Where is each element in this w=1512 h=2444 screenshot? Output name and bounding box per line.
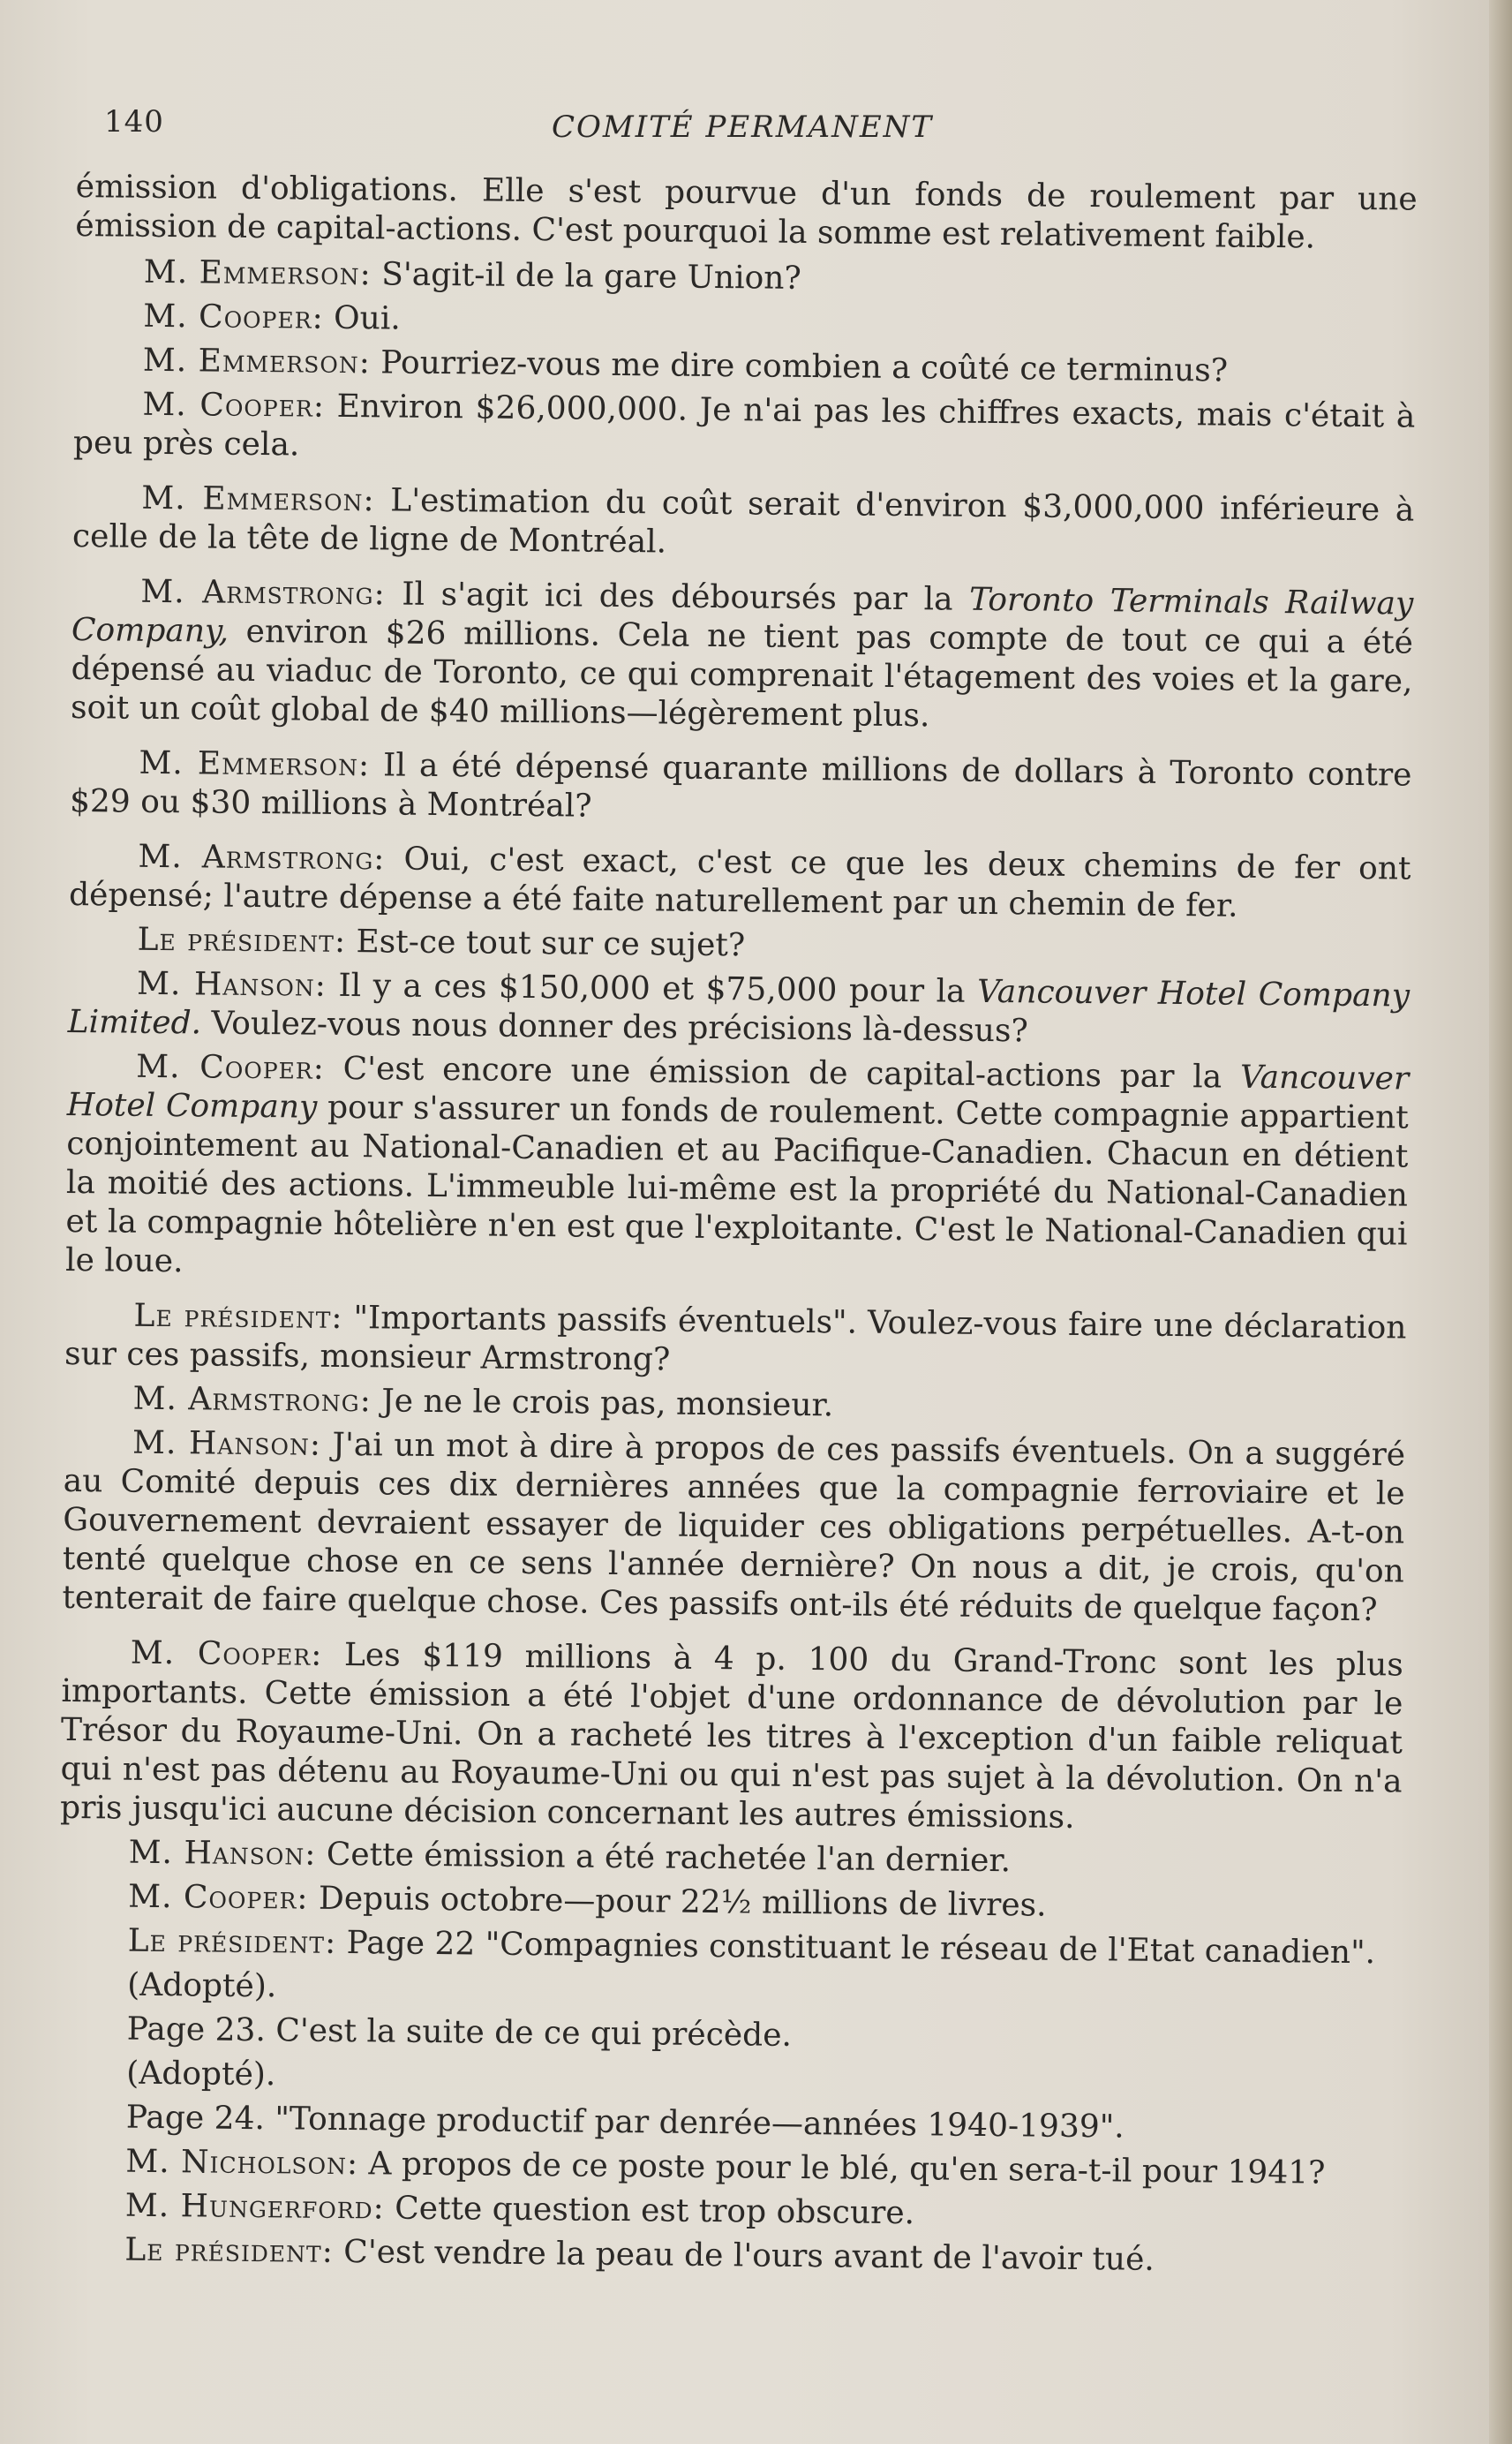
paragraph: M. Emmerson: L'estimation du coût serait d'environ $3,000,000 inférieure à celle de la tête de ligne de Montréal.: [71, 479, 1415, 561]
paragraph: émission d'obligations. Elle s'est pourvue d'un fonds de roulement par une émission de capital-actions. C'est pourquoi la somme est relativement faible.: [75, 168, 1418, 256]
speaker-name: M. Hanson:: [128, 1834, 317, 1873]
paragraph: (Adopté).: [127, 1966, 277, 2005]
paragraph: M. Nicholson: A propos de ce poste pour le blé, qu'en sera-t-il pour 1941?: [125, 2143, 1326, 2191]
speaker-name: Le président:: [127, 1922, 337, 1961]
speaker-name: M. Hungerford:: [124, 2187, 385, 2227]
paragraph: (Adopté).: [126, 2055, 276, 2093]
speaker-name: Le président:: [137, 921, 347, 960]
paragraph: M. Cooper: Oui.: [143, 298, 401, 337]
speaker-name: M. Cooper:: [128, 1878, 309, 1917]
paragraph: M. Cooper: Environ $26,000,000. Je n'ai pas les chiffres exacts, mais c'était à peu près cela.: [72, 386, 1416, 464]
transcript-body: [56, 168, 1418, 2287]
paragraph: M. Armstrong: Oui, c'est exact, c'est ce que les deux chemins de fer ont dépensé; l'autre dépense a été faite naturellement par un chemin de fer.: [68, 838, 1411, 924]
speaker-name: M. Armstrong:: [132, 1380, 372, 1420]
paragraph: M. Hanson: Cette émission a été rachetée l'an dernier.: [128, 1834, 1012, 1880]
speaker-name: M. Hanson:: [132, 1424, 322, 1463]
speaker-name: M. Cooper:: [143, 298, 324, 336]
speaker-name: M. Emmerson:: [139, 744, 371, 784]
page-edge-shadow: [1489, 0, 1512, 2444]
speaker-name: M. Emmerson:: [143, 253, 372, 293]
paragraph: M. Hungerford: Cette question est trop obscure.: [124, 2187, 915, 2232]
paragraph: M. Emmerson: Pourriez-vous me dire combien a coûté ce terminus?: [142, 342, 1229, 389]
page-header: [0, 104, 1512, 157]
speaker-name: M. Armstrong:: [138, 838, 386, 878]
company-name: Vancouver Hotel Company: [66, 1059, 1410, 1126]
speaker-name: Le président:: [124, 2231, 335, 2270]
speaker-name: M. Emmerson:: [142, 342, 372, 381]
paragraph: Le président: Page 22 "Compagnies constituant le réseau de l'Etat canadien".: [127, 1922, 1376, 1972]
speaker-name: M. Nicholson:: [125, 2143, 359, 2183]
paragraph: M. Armstrong: Il s'agit ici des déboursés par la Toronto Terminals Railway Company, environ $26 millions. Cela ne tient pas compte de tout ce qui a été dépensé au viaduc de Toronto, ce qui comprenait l'étagement des voies et la gare, soit un coût global de $40 millions—légèrement plus.: [70, 573, 1414, 735]
paragraph: Le président: C'est vendre la peau de l'ours avant de l'avoir tué.: [124, 2231, 1155, 2278]
speaker-name: M. Cooper:: [136, 1048, 326, 1087]
page-number: 140: [104, 104, 164, 140]
paragraph: M. Emmerson: S'agit-il de la gare Union?: [143, 253, 801, 297]
paragraph: M. Emmerson: Il a été dépensé quarante millions de dollars à Toronto contre $29 ou $30 millions à Montréal?: [69, 744, 1412, 825]
paragraph: M. Armstrong: Je ne le crois pas, monsieur.: [132, 1380, 834, 1424]
paragraph: Le président: "Importants passifs éventuels". Voulez-vous faire une déclaration sur ces passifs, monsieur Armstrong?: [64, 1297, 1407, 1378]
company-name: Vancouver Hotel Company Limited.: [67, 973, 1410, 1042]
paragraph: M. Cooper: C'est encore une émission de capital-actions par la Vancouver Hotel Company pour s'assurer un fonds de roulement. Cette compagnie appartient conjointement au National-Canadien et au Pacifique-Canadien. Chacun en détient la moitié des actions. L'immeuble lui-même est la propriété du National-Canadien et la compagnie hôtelière n'en est que l'exploitante. C'est le National-Canadien qui le loue.: [64, 1048, 1410, 1280]
running-head: COMITÉ PERMANENT: [552, 109, 934, 145]
paragraph: M. Hanson: Il y a ces $150,000 et $75,000 pour la Vancouver Hotel Company Limited. Voulez-vous nous donner des précisions là-dessus?: [67, 965, 1410, 1050]
speaker-name: M. Hanson:: [136, 965, 327, 1004]
speaker-name: M. Cooper:: [142, 386, 326, 425]
paragraph: Page 23. C'est la suite de ce qui précède.: [126, 2010, 793, 2054]
speaker-name: Le président:: [133, 1297, 343, 1336]
paragraph: M. Cooper: Les $119 millions à 4 p. 100 du Grand-Tronc sont les plus importants. Cette émission a été l'objet d'une ordonnance de dévolution par le Trésor du Royaume-Uni. On a racheté les titres à l'exception d'un faible reliquat qui n'est pas détenu au Royaume-Uni ou qui n'est pas sujet à la dévolution. On n'a pris jusqu'ici aucune décision concernant les autres émissions.: [59, 1634, 1403, 1836]
speaker-name: M. Armstrong:: [140, 573, 386, 613]
paragraph: Le président: Est-ce tout sur ce sujet?: [137, 921, 746, 964]
speaker-name: M. Cooper:: [130, 1634, 323, 1673]
paragraph: M. Cooper: Depuis octobre—pour 22½ millions de livres.: [128, 1878, 1047, 1924]
company-name: Toronto Terminals Railway Company,: [71, 581, 1414, 650]
paragraph: M. Hanson: J'ai un mot à dire à propos de ces passifs éventuels. On a suggéré au Comité depuis ces dix dernières années que la compagnie ferroviaire et le Gouvernement devraient essayer de liquider ces obligations perpétuelles. A-t-on tenté quelque chose en ce sens l'année dernière? On nous a dit, je crois, qu'on tenterait de faire quelque chose. Ces passifs ont-ils été réduits de quelque façon?: [62, 1424, 1406, 1629]
paragraph: Page 24. "Tonnage productif par denrée—années 1940-1939".: [125, 2099, 1125, 2146]
speaker-name: M. Emmerson:: [141, 479, 375, 519]
